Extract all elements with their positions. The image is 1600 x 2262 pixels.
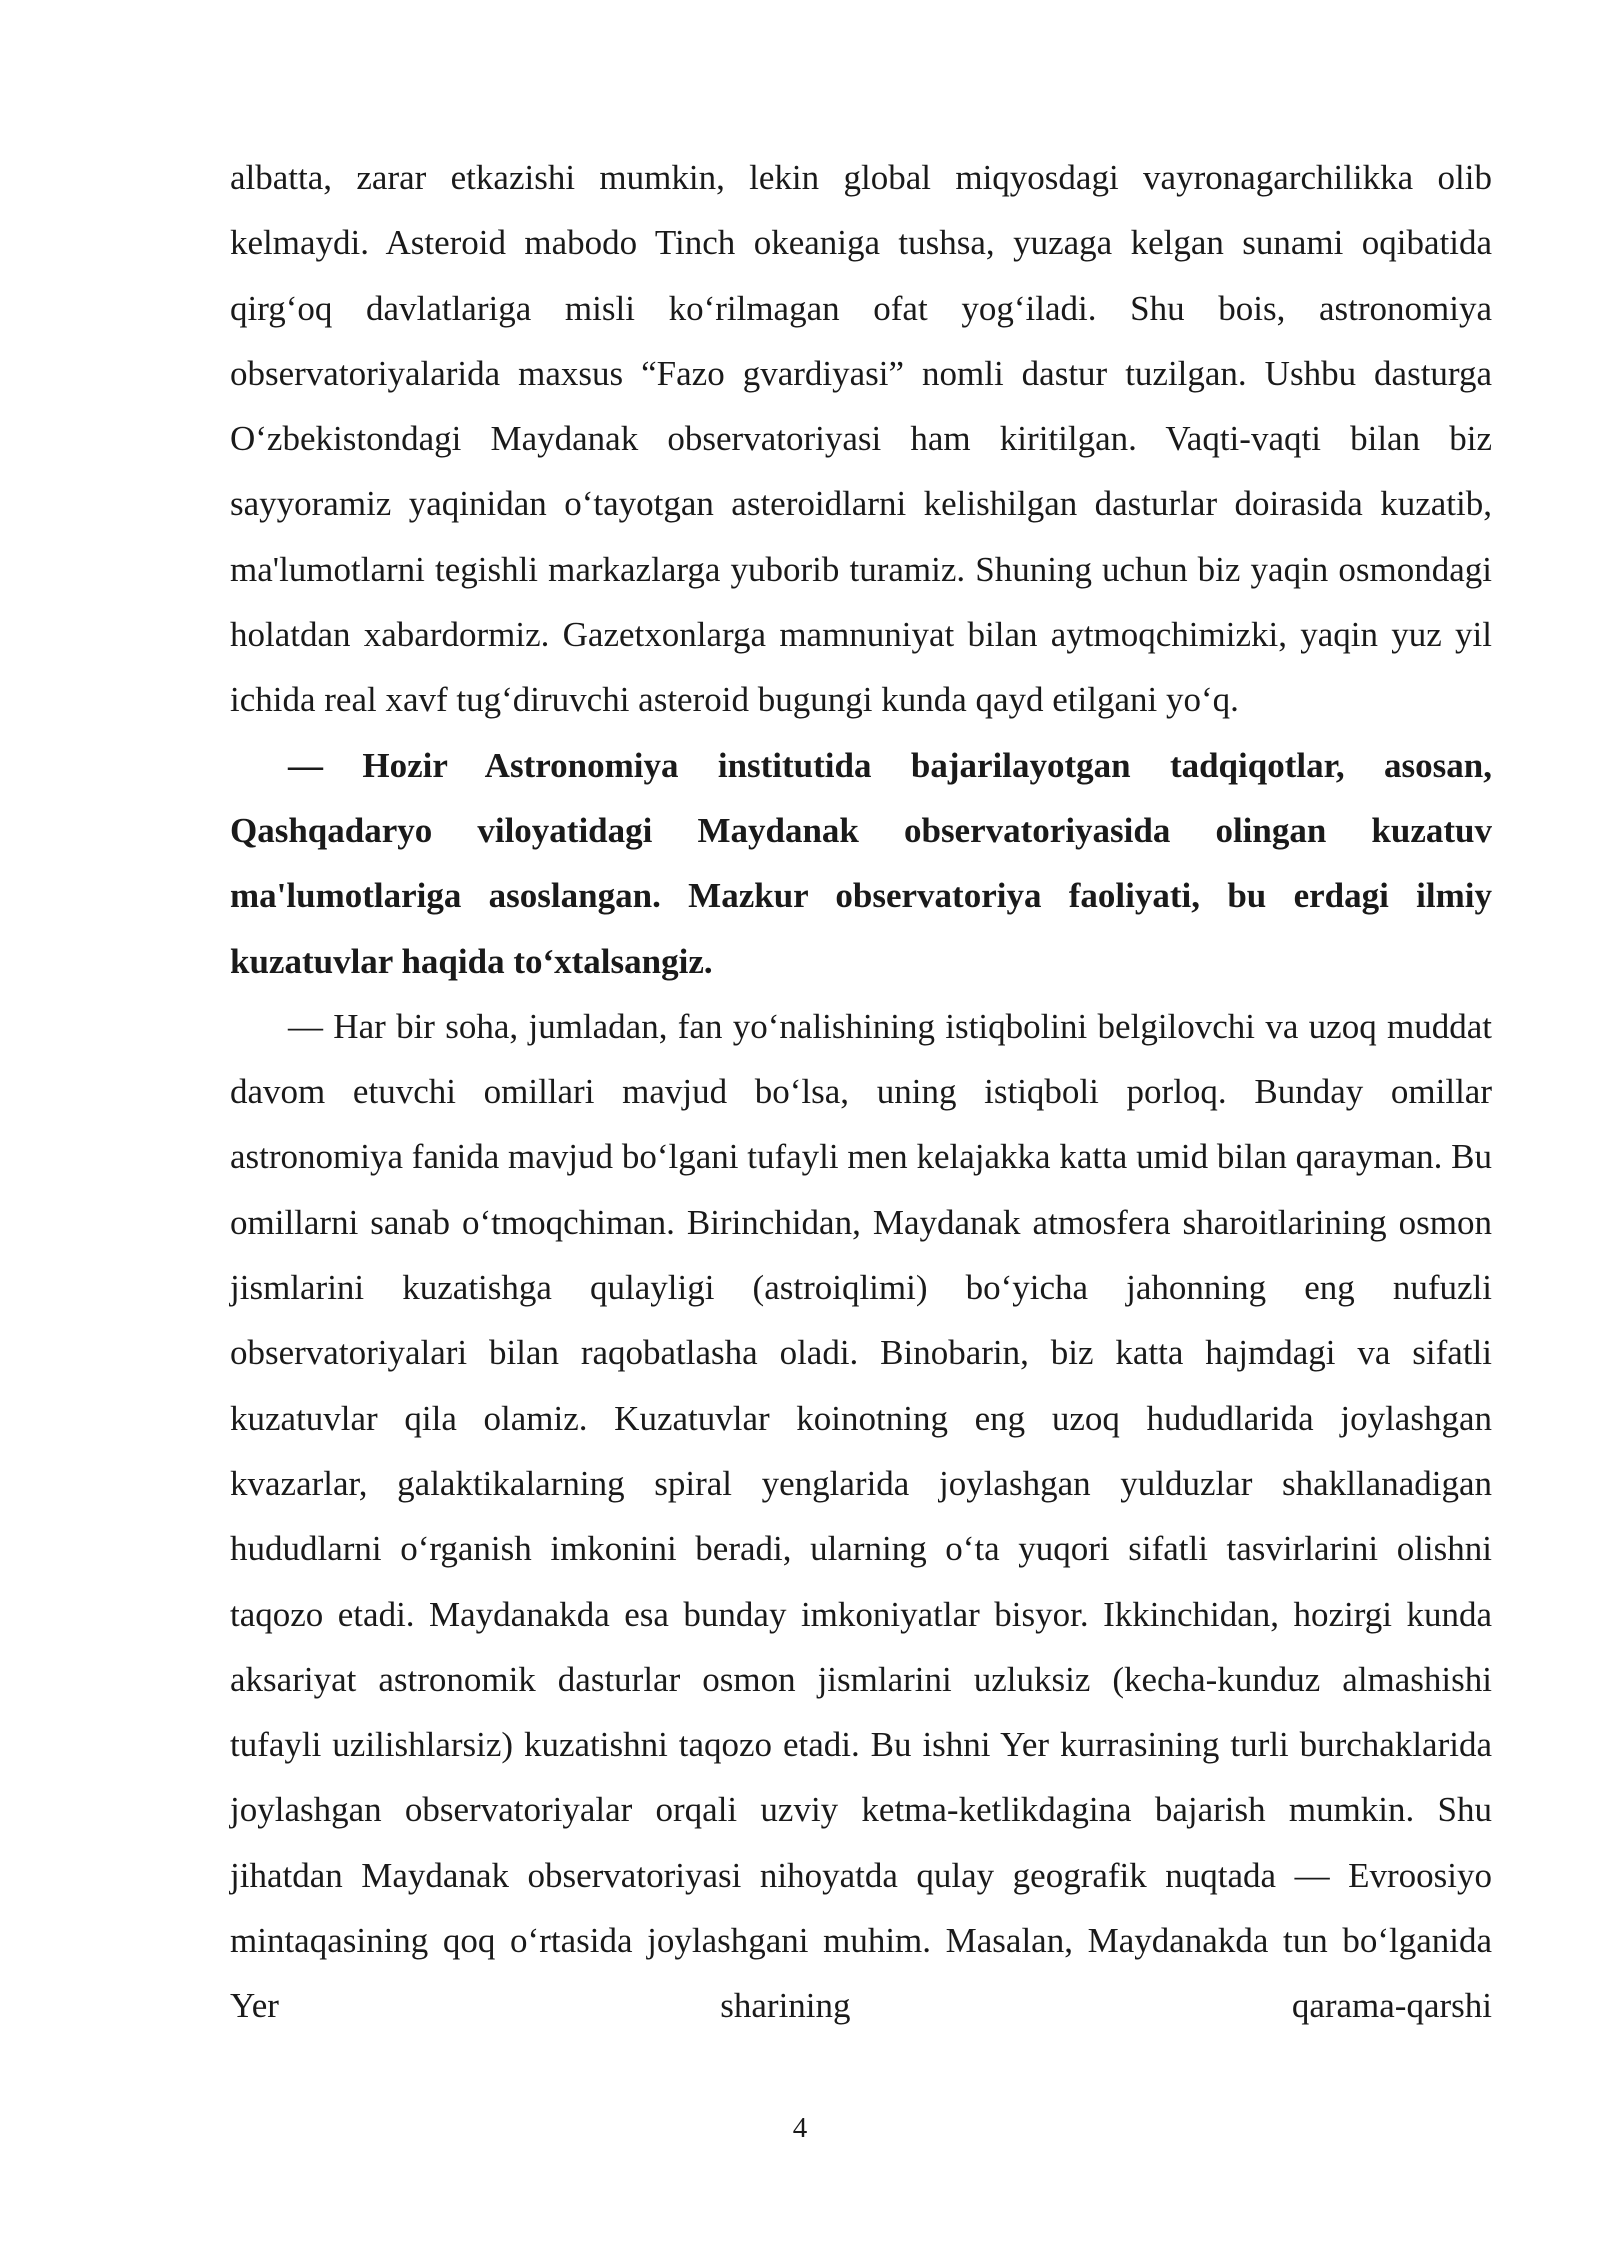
paragraph-answer-maydanak: — Har bir soha, jumladan, fan yo‘nalishining istiqbolini belgilovchi va uzoq muddat davom etuvchi omillari mavjud bo‘lsa, uning istiqboli porloq. Bunday omillar astronomiya fanida mavjud bo‘lgani tufayli men kelajakka katta umid bilan qarayman. Bu omillarni sanab o‘tmoqchiman. Birinchidan, Maydanak atmosfera sharoitlarining osmon jismlarini kuzatishga qulayligi (astroiqlimi) bo‘yicha jahonning eng nufuzli observatoriyalari bilan raqobatlasha oladi. Binobarin, biz katta hajmdagi va sifatli kuzatuvlar qila olamiz. Kuzatuvlar koinotning eng uzoq hududlarida joylashgan kvazarlar, galaktikalarning spiral yenglarida joylashgan yulduzlar shakllanadigan hududlarni o‘rganish imkonini beradi, ularning o‘ta yuqori sifatli tasvirlarini olishni taqozo etadi. Maydanakda esa bunday imkoniyatlar bisyor. Ikkinchidan, hozirgi kunda aksariyat astronomik dasturlar osmon jismlarini uzluksiz (kecha-kunduz almashishi tufayli uzilishlarsiz) kuzatishni taqozo etadi. Bu ishni Yer kurrasining turli burchaklarida joylashgan observatoriyalar orqali uzviy ketma-ketlikdagina bajarish mumkin. Shu jihatdan Maydanak observatoriyasi nihoyatda qulay geografik nuqtada — Evroosiyo mintaqasining qoq o‘rtasida joylashgani muhim. Masalan, Maydanakda tun bo‘lganida Yer sharining qarama-qarshi: [230, 1006, 1492, 2026]
document-body: [230, 145, 1492, 2039]
paragraph-answer-asteroids: albatta, zarar etkazishi mumkin, lekin global miqyosdagi vayronagarchilikka olib kelmaydi. Asteroid mabodo Tinch okeaniga tushsa, yuzaga kelgan sunami oqibatida qirg‘oq davlatlariga misli ko‘rilmagan ofat yog‘iladi. Shu bois, astronomiya observatoriyalarida maxsus “Fazo gvardiyasi” nomli dastur tuzilgan. Ushbu dasturga O‘zbekistondagi Maydanak observatoriyasi ham kiritilgan. Vaqti-vaqti bilan biz sayyoramiz yaqinidan o‘tayotgan asteroidlarni kelishilgan dasturlar doirasida kuzatib, ma'lumotlarni tegishli markazlarga yuborib turamiz. Shuning uchun biz yaqin osmondagi holatdan xabardormiz. Gazetxonlarga mamnuniyat bilan aytmoqchimizki, yaqin yuz yil ichida real xavf tug‘diruvchi asteroid bugungi kunda qayd etilgani yo‘q.: [230, 158, 1492, 720]
page-number: 4: [792, 2112, 808, 2144]
paragraph-interview-question: — Hozir Astronomiya institutida bajarilayotgan tadqiqotlar, asosan, Qashqadaryo viloyatidagi Maydanak observatoriyasida olingan kuzatuv ma'lumotlariga asoslangan. Mazkur observatoriya faoliyati, bu erdagi ilmiy kuzatuvlar haqida to‘xtalsangiz.: [230, 745, 1492, 981]
